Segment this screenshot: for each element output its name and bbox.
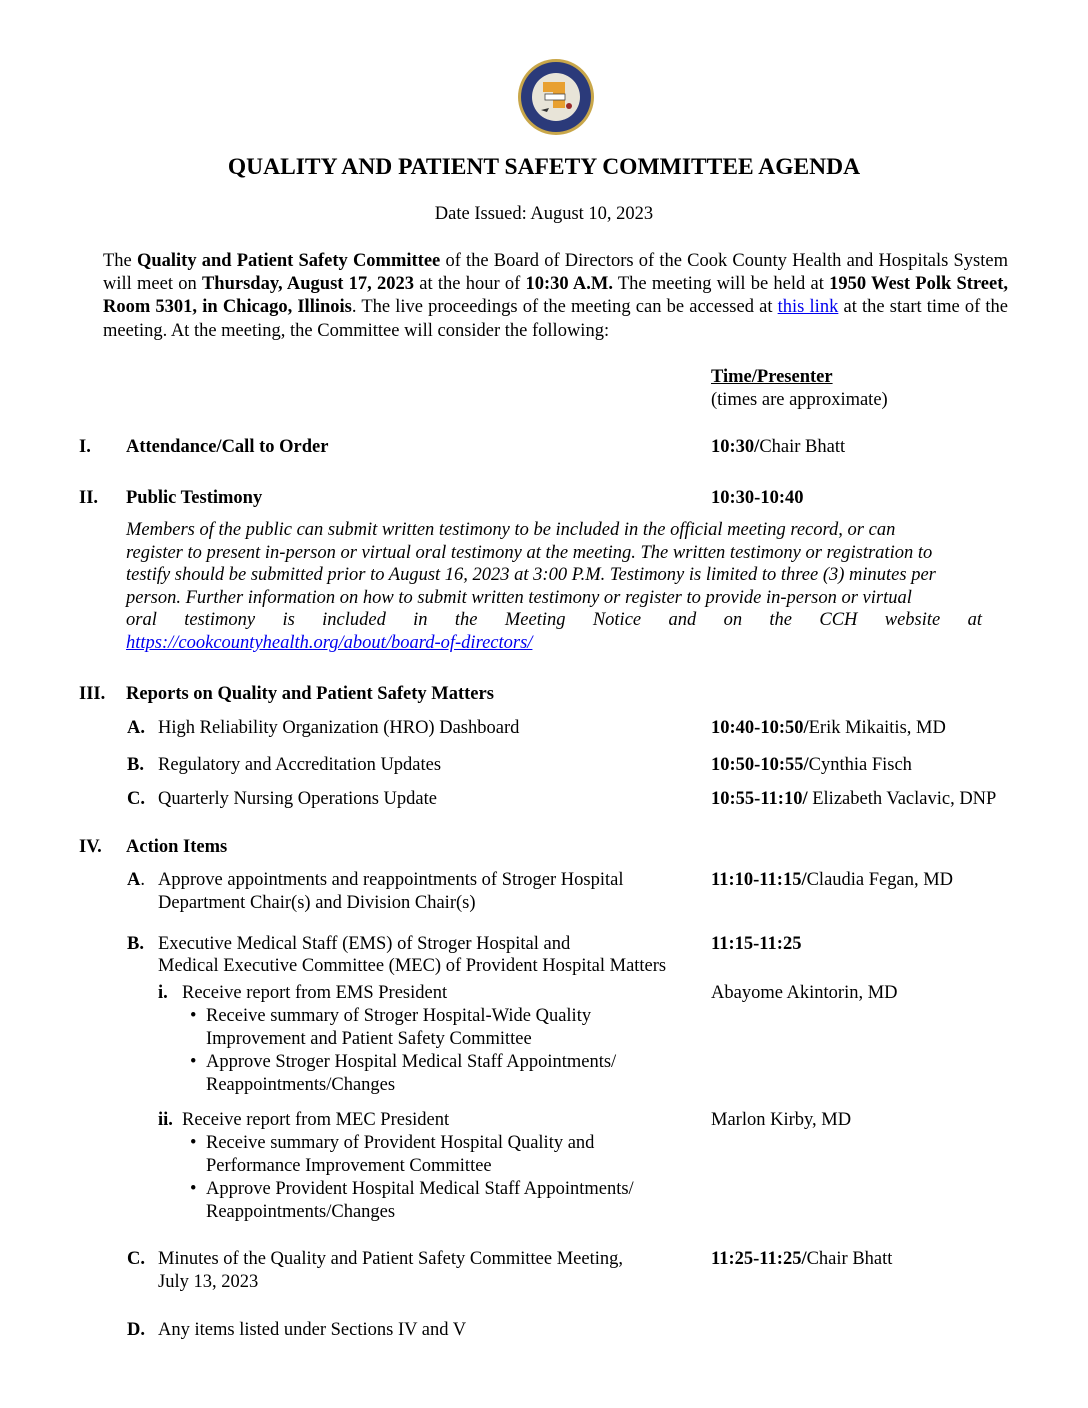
sub-item: Receive report from EMS President <box>182 983 448 1003</box>
meeting-time: 10:30 A.M. <box>525 274 613 295</box>
presenter: Marlon Kirby, MD <box>711 1110 852 1130</box>
item-letter: C. <box>127 1249 145 1269</box>
time: 11:10-11:15/ <box>711 870 807 890</box>
testimony-word: in <box>413 610 428 631</box>
testimony-text: register to present in-person or virtual oral testimony at the meeting. The written testimony or registration to <box>126 542 933 563</box>
time: 11:15-11:25 <box>711 934 802 954</box>
intro-text: of the Board of Directors of the Cook County Health and Hospitals System will meet on <box>103 251 1008 295</box>
testimony-text: testify should be submitted prior to August 16, 2023 at 3:00 P.M. Testimony is limited to three (3) minutes per <box>126 565 936 586</box>
testimony-line <box>126 632 982 655</box>
time-presenter <box>711 717 946 740</box>
time: 10:30-10:40 <box>711 488 804 508</box>
agenda-item: Quarterly Nursing Operations Update <box>158 789 437 809</box>
agenda-item-line: Executive Medical Staff (EMS) of Stroger Hospital and <box>158 934 571 954</box>
testimony-word: oral <box>126 610 157 631</box>
agenda-item-line: Department Chair(s) and Division Chair(s) <box>158 893 476 913</box>
intro-text: at the hour of <box>414 274 526 295</box>
agenda-item-line: Approve appointments and reappointments of Stroger Hospital <box>158 870 624 890</box>
presenter: Cynthia Fisch <box>808 755 912 775</box>
presenter: Elizabeth Vaclavic, DNP <box>807 789 997 809</box>
time: 11:25-11:25/ <box>711 1249 807 1269</box>
item-letter: B. <box>127 934 144 954</box>
time-presenter <box>711 869 953 892</box>
intro-text: The <box>103 251 137 271</box>
section-number: III. <box>79 684 106 704</box>
committee-name: Quality and Patient Safety Committee <box>136 251 441 271</box>
agenda-item: Any items listed under Sections IV and V <box>158 1320 467 1340</box>
bullet-item: • Approve Provident Hospital Medical Staff Appointments/ <box>206 1178 634 1201</box>
agenda-item: Regulatory and Accreditation Updates <box>158 755 442 775</box>
time-presenter <box>711 1248 892 1271</box>
time: 10:30/ <box>711 437 760 457</box>
agenda-item-line: Minutes of the Quality and Patient Safety Committee Meeting, <box>158 1249 623 1269</box>
testimony-line <box>126 542 982 565</box>
public-testimony-description <box>126 519 982 655</box>
intro-text: at the start time of the meeting. At the meeting, the Committee will consider the following: <box>103 297 1009 341</box>
page-title: QUALITY AND PATIENT SAFETY COMMITTEE AGENDA <box>227 154 861 180</box>
sub-item: Receive report from MEC President <box>182 1110 450 1130</box>
time: 10:40-10:50/ <box>711 718 809 738</box>
testimony-word: included <box>322 610 386 631</box>
letter: A <box>127 870 141 890</box>
item-letter: D. <box>127 1320 145 1340</box>
board-of-directors-link[interactable]: https://cookcountyhealth.org/about/board-of-directors/ <box>126 632 533 653</box>
section-title: Public Testimony <box>126 488 263 508</box>
section-title: Reports on Quality and Patient Safety Matters <box>126 684 494 704</box>
letter-dot: . <box>140 870 145 890</box>
date-issued: Date Issued: August 10, 2023 <box>434 204 654 224</box>
testimony-word: and <box>668 610 697 631</box>
time-presenter-header: Time/Presenter <box>711 367 833 387</box>
agenda-item: High Reliability Organization (HRO) Dashboard <box>158 718 520 738</box>
presenter: Erik Mikaitis, MD <box>808 718 946 738</box>
presenter: Abayome Akintorin, MD <box>711 983 898 1003</box>
bullet-item-cont: Reappointments/Changes <box>206 1202 396 1222</box>
testimony-word: is <box>282 610 295 631</box>
bullet-item-cont: Performance Improvement Committee <box>206 1156 492 1176</box>
testimony-word: CCH <box>819 610 858 631</box>
agenda-item-line: Medical Executive Committee (MEC) of Provident Hospital Matters <box>158 956 667 976</box>
testimony-word: on <box>723 610 743 631</box>
testimony-text: person. Further information on how to submit written testimony or register to provide in-person or virtual <box>126 587 912 608</box>
testimony-line <box>126 519 982 542</box>
bullet-item-cont: Reappointments/Changes <box>206 1075 396 1095</box>
section-number: IV. <box>79 837 102 857</box>
time: 10:55-11:10/ <box>711 789 808 809</box>
testimony-word: Meeting <box>504 610 566 631</box>
item-letter: C. <box>127 789 145 809</box>
testimony-line <box>126 587 982 610</box>
testimony-word: website <box>884 610 941 631</box>
bullet-item-cont: Improvement and Patient Safety Committee <box>206 1029 532 1049</box>
section-title: Attendance/Call to Order <box>126 437 329 457</box>
section-number: II. <box>79 488 99 508</box>
bullet-item: • Approve Stroger Hospital Medical Staff Appointments/ <box>206 1051 616 1074</box>
time-presenter <box>711 754 912 777</box>
cook-county-seal-icon <box>517 58 595 136</box>
testimony-word: the <box>769 610 793 631</box>
testimony-word: at <box>967 610 982 631</box>
time-presenter <box>711 788 996 811</box>
bullet-item: • Receive summary of Provident Hospital Quality and <box>206 1132 594 1155</box>
item-letter <box>127 869 145 892</box>
bullet-item: • Receive summary of Stroger Hospital-Wide Quality <box>206 1005 591 1028</box>
testimony-line <box>126 609 982 632</box>
intro-paragraph <box>103 250 1008 343</box>
testimony-word: the <box>454 610 478 631</box>
live-proceedings-link[interactable]: this link <box>777 297 839 318</box>
sub-item-number: ii. <box>158 1110 173 1130</box>
testimony-text: Members of the public can submit written testimony to be included in the official meeting record, or can <box>126 520 896 540</box>
testimony-line <box>126 564 982 587</box>
meeting-location: 1950 West Polk Street, Room 5301, in Chicago, Illinois <box>103 274 1009 318</box>
presenter: Claudia Fegan, MD <box>806 870 954 890</box>
agenda-item-line: July 13, 2023 <box>158 1272 259 1292</box>
testimony-word: testimony <box>184 610 256 631</box>
presenter: Chair Bhatt <box>806 1249 893 1269</box>
intro-text: . The live proceedings of the meeting can be accessed at <box>351 297 778 318</box>
item-letter: B. <box>127 755 144 775</box>
item-letter: A. <box>127 718 145 738</box>
time: 10:50-10:55/ <box>711 755 809 775</box>
testimony-word: Notice <box>592 610 642 631</box>
meeting-date: Thursday, August 17, 2023 <box>201 274 415 295</box>
section-title: Action Items <box>126 837 228 857</box>
sub-item-number: i. <box>158 983 168 1003</box>
time-presenter <box>711 436 845 459</box>
intro-text: The meeting will be held at <box>612 274 830 295</box>
times-approximate-note: (times are approximate) <box>711 390 888 410</box>
presenter: Chair Bhatt <box>759 437 846 457</box>
section-number: I. <box>79 437 91 457</box>
